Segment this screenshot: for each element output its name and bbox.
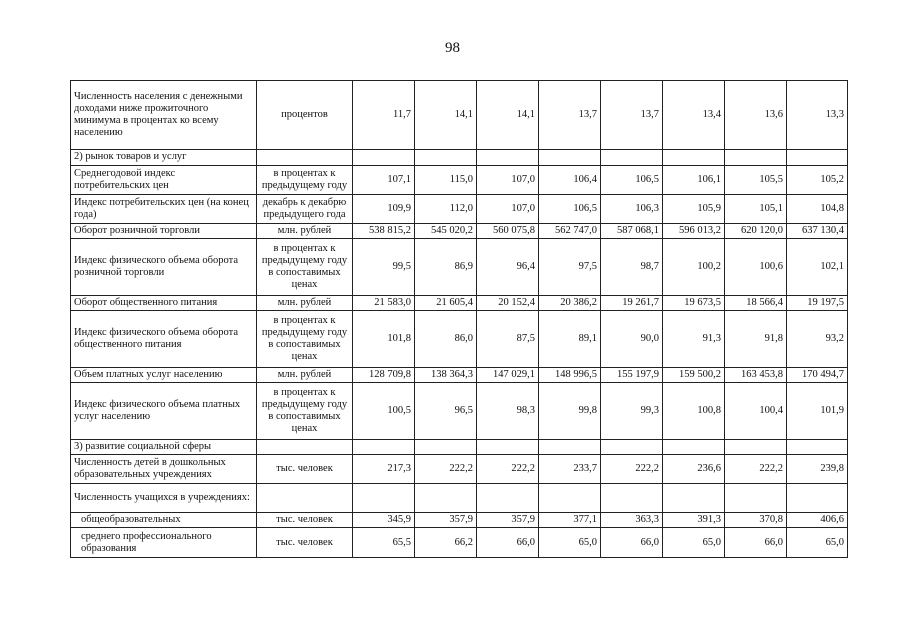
value-cell: 20 386,2	[539, 296, 601, 311]
value-cell: 377,1	[539, 513, 601, 528]
value-cell	[725, 440, 787, 455]
value-cell: 13,7	[539, 81, 601, 150]
value-cell	[663, 150, 725, 166]
indicator-label: Численность населения с денежными доходами ниже прожиточного минимума в процентах ко всему населению	[71, 81, 257, 150]
value-cell: 99,8	[539, 383, 601, 440]
value-cell: 99,5	[353, 239, 415, 296]
value-cell: 100,4	[725, 383, 787, 440]
table-row	[71, 224, 848, 239]
indicator-label: Индекс физического объема оборота розничной торговли	[71, 239, 257, 296]
value-cell: 106,4	[539, 166, 601, 195]
value-cell: 66,0	[601, 528, 663, 558]
value-cell: 391,3	[663, 513, 725, 528]
value-cell: 105,9	[663, 195, 725, 224]
unit-cell: тыс. человек	[257, 513, 353, 528]
value-cell: 65,0	[539, 528, 601, 558]
unit-cell: тыс. человек	[257, 528, 353, 558]
table-body	[71, 81, 848, 558]
section-row	[71, 440, 848, 455]
value-cell: 87,5	[477, 311, 539, 368]
table-row	[71, 195, 848, 224]
indicator-label: среднего профессионального образования	[71, 528, 257, 558]
table-row	[71, 528, 848, 558]
value-cell: 105,1	[725, 195, 787, 224]
value-cell: 107,1	[353, 166, 415, 195]
value-cell: 86,0	[415, 311, 477, 368]
value-cell: 101,8	[353, 311, 415, 368]
value-cell: 101,9	[787, 383, 848, 440]
value-cell: 66,2	[415, 528, 477, 558]
value-cell: 13,4	[663, 81, 725, 150]
value-cell: 357,9	[415, 513, 477, 528]
table-row	[71, 239, 848, 296]
value-cell	[787, 150, 848, 166]
value-cell: 370,8	[725, 513, 787, 528]
value-cell	[539, 150, 601, 166]
unit-cell: млн. рублей	[257, 224, 353, 239]
value-cell: 159 500,2	[663, 368, 725, 383]
table-row	[71, 513, 848, 528]
value-cell: 239,8	[787, 455, 848, 484]
value-cell	[539, 440, 601, 455]
value-cell: 545 020,2	[415, 224, 477, 239]
value-cell: 163 453,8	[725, 368, 787, 383]
unit-cell: процентов	[257, 81, 353, 150]
value-cell	[415, 150, 477, 166]
value-cell: 637 130,4	[787, 224, 848, 239]
value-cell: 107,0	[477, 166, 539, 195]
value-cell	[601, 440, 663, 455]
indicator-label: общеобразовательных	[71, 513, 257, 528]
value-cell: 406,6	[787, 513, 848, 528]
statistics-table	[70, 80, 848, 558]
value-cell	[663, 484, 725, 513]
value-cell	[601, 484, 663, 513]
section-label: 2) рынок товаров и услуг	[71, 150, 257, 166]
table-row	[71, 368, 848, 383]
value-cell: 560 075,8	[477, 224, 539, 239]
table-row	[71, 166, 848, 195]
value-cell: 19 673,5	[663, 296, 725, 311]
value-cell: 222,2	[415, 455, 477, 484]
value-cell: 14,1	[415, 81, 477, 150]
value-cell	[353, 150, 415, 166]
value-cell: 233,7	[539, 455, 601, 484]
value-cell: 106,5	[601, 166, 663, 195]
page-number: 98	[445, 40, 460, 56]
value-cell: 100,2	[663, 239, 725, 296]
value-cell: 148 996,5	[539, 368, 601, 383]
value-cell: 100,8	[663, 383, 725, 440]
value-cell	[353, 440, 415, 455]
unit-cell: тыс. человек	[257, 455, 353, 484]
value-cell	[477, 440, 539, 455]
unit-cell	[257, 484, 353, 513]
value-cell: 115,0	[415, 166, 477, 195]
value-cell: 100,5	[353, 383, 415, 440]
value-cell: 345,9	[353, 513, 415, 528]
value-cell: 86,9	[415, 239, 477, 296]
value-cell: 222,2	[725, 455, 787, 484]
value-cell: 562 747,0	[539, 224, 601, 239]
unit-cell: в процентах к предыдущему году в сопоставимых ценах	[257, 239, 353, 296]
value-cell: 147 029,1	[477, 368, 539, 383]
value-cell	[477, 150, 539, 166]
value-cell	[725, 484, 787, 513]
value-cell: 18 566,4	[725, 296, 787, 311]
table-row	[71, 296, 848, 311]
value-cell: 19 261,7	[601, 296, 663, 311]
value-cell: 109,9	[353, 195, 415, 224]
value-cell: 96,4	[477, 239, 539, 296]
value-cell: 96,5	[415, 383, 477, 440]
table-row	[71, 311, 848, 368]
value-cell: 106,3	[601, 195, 663, 224]
indicator-label: Индекс потребительских цен (на конец года)	[71, 195, 257, 224]
value-cell: 357,9	[477, 513, 539, 528]
value-cell: 21 605,4	[415, 296, 477, 311]
table-row	[71, 455, 848, 484]
value-cell: 217,3	[353, 455, 415, 484]
value-cell: 66,0	[477, 528, 539, 558]
value-cell: 106,5	[539, 195, 601, 224]
value-cell: 11,7	[353, 81, 415, 150]
value-cell: 13,6	[725, 81, 787, 150]
unit-cell: млн. рублей	[257, 296, 353, 311]
value-cell: 105,2	[787, 166, 848, 195]
value-cell: 21 583,0	[353, 296, 415, 311]
value-cell: 112,0	[415, 195, 477, 224]
value-cell: 100,6	[725, 239, 787, 296]
unit-cell	[257, 150, 353, 166]
indicator-label: Численность детей в дошкольных образовательных учреждениях	[71, 455, 257, 484]
value-cell	[601, 150, 663, 166]
value-cell: 104,8	[787, 195, 848, 224]
value-cell: 596 013,2	[663, 224, 725, 239]
value-cell: 587 068,1	[601, 224, 663, 239]
value-cell: 20 152,4	[477, 296, 539, 311]
value-cell: 236,6	[663, 455, 725, 484]
indicator-label: Оборот розничной торговли	[71, 224, 257, 239]
unit-cell	[257, 440, 353, 455]
value-cell: 91,8	[725, 311, 787, 368]
value-cell	[663, 440, 725, 455]
table-row	[71, 81, 848, 150]
value-cell: 98,3	[477, 383, 539, 440]
unit-cell: декабрь к декабрю предыдущего года	[257, 195, 353, 224]
value-cell	[725, 150, 787, 166]
value-cell	[787, 440, 848, 455]
section-row	[71, 484, 848, 513]
value-cell: 222,2	[601, 455, 663, 484]
section-label: 3) развитие социальной сферы	[71, 440, 257, 455]
indicator-label: Индекс физического объема оборота общественного питания	[71, 311, 257, 368]
value-cell: 128 709,8	[353, 368, 415, 383]
value-cell: 65,0	[787, 528, 848, 558]
value-cell: 97,5	[539, 239, 601, 296]
value-cell	[477, 484, 539, 513]
unit-cell: в процентах к предыдущему году	[257, 166, 353, 195]
value-cell	[787, 484, 848, 513]
value-cell: 13,7	[601, 81, 663, 150]
value-cell: 538 815,2	[353, 224, 415, 239]
value-cell: 14,1	[477, 81, 539, 150]
value-cell: 106,1	[663, 166, 725, 195]
value-cell: 66,0	[725, 528, 787, 558]
indicator-label: Индекс физического объема платных услуг населению	[71, 383, 257, 440]
value-cell: 89,1	[539, 311, 601, 368]
value-cell: 65,5	[353, 528, 415, 558]
section-row	[71, 150, 848, 166]
unit-cell: млн. рублей	[257, 368, 353, 383]
value-cell	[539, 484, 601, 513]
indicator-label: Оборот общественного питания	[71, 296, 257, 311]
value-cell: 138 364,3	[415, 368, 477, 383]
value-cell: 107,0	[477, 195, 539, 224]
value-cell: 93,2	[787, 311, 848, 368]
value-cell: 105,5	[725, 166, 787, 195]
indicator-label: Объем платных услуг населению	[71, 368, 257, 383]
value-cell: 170 494,7	[787, 368, 848, 383]
value-cell: 98,7	[601, 239, 663, 296]
value-cell: 102,1	[787, 239, 848, 296]
value-cell: 19 197,5	[787, 296, 848, 311]
value-cell: 155 197,9	[601, 368, 663, 383]
value-cell: 65,0	[663, 528, 725, 558]
value-cell	[415, 440, 477, 455]
value-cell: 90,0	[601, 311, 663, 368]
value-cell: 363,3	[601, 513, 663, 528]
value-cell: 91,3	[663, 311, 725, 368]
value-cell: 222,2	[477, 455, 539, 484]
value-cell: 620 120,0	[725, 224, 787, 239]
indicator-label: Среднегодовой индекс потребительских цен	[71, 166, 257, 195]
value-cell	[353, 484, 415, 513]
value-cell: 13,3	[787, 81, 848, 150]
unit-cell: в процентах к предыдущему году в сопоставимых ценах	[257, 383, 353, 440]
table-row	[71, 383, 848, 440]
section-label: Численность учащихся в учреждениях:	[71, 484, 257, 513]
value-cell	[415, 484, 477, 513]
unit-cell: в процентах к предыдущему году в сопоставимых ценах	[257, 311, 353, 368]
value-cell: 99,3	[601, 383, 663, 440]
